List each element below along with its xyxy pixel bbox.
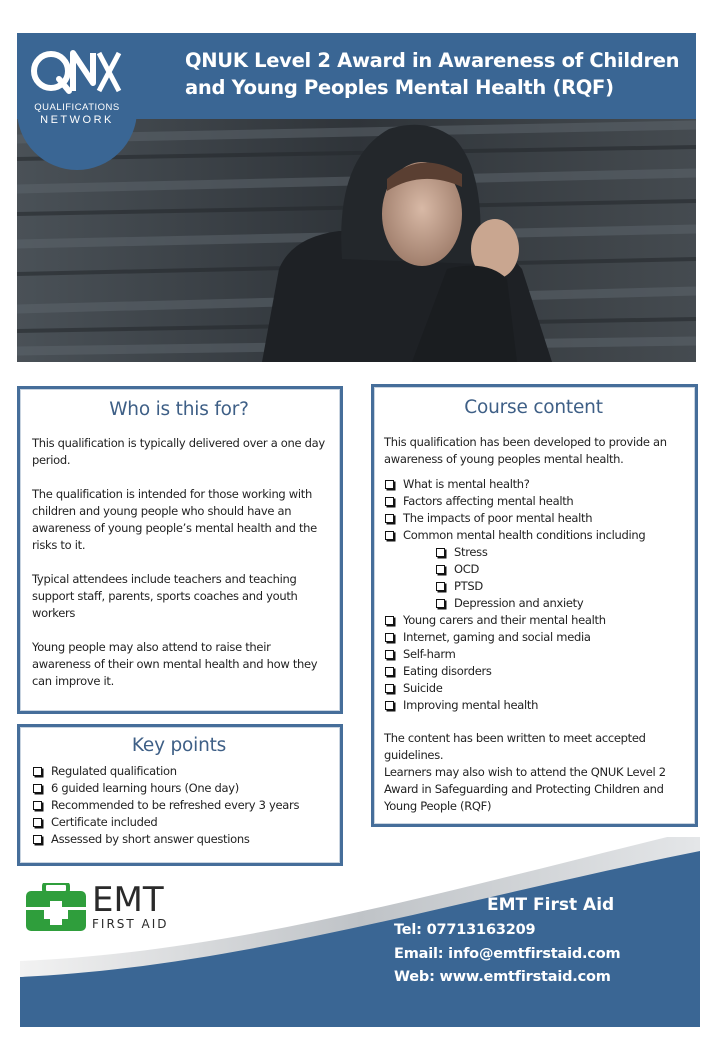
emt-first-aid-logo — [26, 880, 186, 937]
emt-logo-word: EMT — [92, 880, 164, 920]
contact-web: Web: www.emtfirstaid.com — [394, 969, 611, 985]
checkbox-icon — [33, 818, 42, 827]
who-paragraph-1: This qualification is typically delivered over a one day period. — [32, 436, 325, 467]
contact-tel: Tel: 07713163209 — [394, 922, 536, 938]
list-item — [384, 510, 683, 527]
qnuk-logo — [17, 33, 137, 170]
checkbox-icon — [385, 480, 394, 489]
logo-text-network: NETWORK — [40, 114, 114, 126]
qnuk-logo-icon — [29, 43, 125, 99]
checkbox-icon — [385, 684, 394, 693]
who-paragraph-3: Typical attendees include teachers and teaching support staff, parents, sports coaches and youth workers — [32, 572, 298, 620]
course-outro-guidelines: The content has been written to meet accepted guidelines. — [384, 731, 646, 762]
list-item-label: PTSD — [454, 579, 483, 593]
list-sub-item — [384, 578, 683, 595]
emt-logo-subtitle: FIRST AID — [92, 917, 169, 931]
key-points-list — [32, 763, 326, 848]
list-item-label: Recommended to be refreshed every 3 years — [51, 798, 300, 812]
title-line-1: QNUK Level 2 Award in Awareness of Children — [185, 49, 680, 72]
course-heading: Course content — [464, 397, 603, 418]
list-item — [384, 663, 683, 680]
hero-photo — [17, 119, 696, 362]
list-item-label: Self-harm — [403, 647, 456, 661]
list-item — [32, 780, 326, 797]
list-item-label: What is mental health? — [403, 477, 530, 491]
company-name: EMT First Aid — [487, 895, 615, 915]
key-heading: Key points — [131, 735, 227, 756]
list-item-label: Common mental health conditions including — [403, 528, 646, 542]
course-topics-list — [384, 476, 683, 714]
list-item-label: Internet, gaming and social media — [403, 630, 591, 644]
list-item — [384, 680, 683, 697]
who-is-this-for-box — [17, 386, 343, 714]
checkbox-icon — [385, 701, 394, 710]
list-item-label: Assessed by short answer questions — [51, 832, 250, 846]
page-title — [185, 47, 690, 101]
logo-text-qualifications: QUALIFICATIONS — [34, 102, 120, 113]
list-sub-item — [384, 544, 683, 561]
list-item-label: Factors affecting mental health — [403, 494, 574, 508]
course-outro-further: Learners may also wish to attend the QNUK Level 2 Award in Safeguarding and Protecting Children and Young People (RQF) — [384, 765, 666, 813]
list-item — [32, 814, 326, 831]
list-item — [32, 797, 326, 814]
list-item — [384, 697, 683, 714]
list-item — [384, 493, 683, 510]
checkbox-icon — [385, 531, 394, 540]
list-item-label: Regulated qualification — [51, 764, 177, 778]
who-paragraph-2: The qualification is intended for those working with children and young people who should have an awareness of young people’s mental health and the risks to it. — [32, 487, 317, 552]
checkbox-icon — [385, 514, 394, 523]
checkbox-icon — [385, 633, 394, 642]
checkbox-icon — [33, 784, 42, 793]
list-item-label: The impacts of poor mental health — [403, 511, 593, 525]
list-item — [384, 476, 683, 493]
first-aid-kit-icon — [26, 883, 86, 931]
list-item-label: Depression and anxiety — [454, 596, 584, 610]
checkbox-icon — [436, 582, 445, 591]
list-item — [384, 629, 683, 646]
contact-email: Email: info@emtfirstaid.com — [394, 946, 621, 962]
list-item-label: 6 guided learning hours (One day) — [51, 781, 239, 795]
footer — [20, 837, 700, 1027]
list-sub-item — [384, 561, 683, 578]
list-item — [32, 763, 326, 780]
checkbox-icon — [385, 667, 394, 676]
who-heading: Who is this for? — [109, 399, 249, 420]
list-item-label: Improving mental health — [403, 698, 539, 712]
list-item-label: Stress — [454, 545, 488, 559]
list-item — [384, 527, 683, 544]
checkbox-icon — [385, 497, 394, 506]
checkbox-icon — [33, 767, 42, 776]
checkbox-icon — [436, 599, 445, 608]
list-item-label: Young carers and their mental health — [403, 613, 606, 627]
checkbox-icon — [385, 616, 394, 625]
checkbox-icon — [436, 548, 445, 557]
who-paragraph-4: Young people may also attend to raise their awareness of their own mental health and how they can improve it. — [32, 640, 318, 688]
checkbox-icon — [436, 565, 445, 574]
list-sub-item — [384, 595, 683, 612]
list-item-label: Suicide — [403, 681, 443, 695]
checkbox-icon — [33, 801, 42, 810]
list-item-label: Certificate included — [51, 815, 158, 829]
list-item — [384, 646, 683, 663]
title-line-2: and Young Peoples Mental Health (RQF) — [185, 76, 614, 99]
hooded-teen-photo — [17, 119, 696, 362]
list-item-label: Eating disorders — [403, 664, 492, 678]
checkbox-icon — [385, 650, 394, 659]
list-item-label: OCD — [454, 562, 480, 576]
course-content-box — [371, 384, 698, 827]
list-item — [384, 612, 683, 629]
course-intro: This qualification has been developed to provide an awareness of young peoples mental health. — [384, 435, 667, 466]
